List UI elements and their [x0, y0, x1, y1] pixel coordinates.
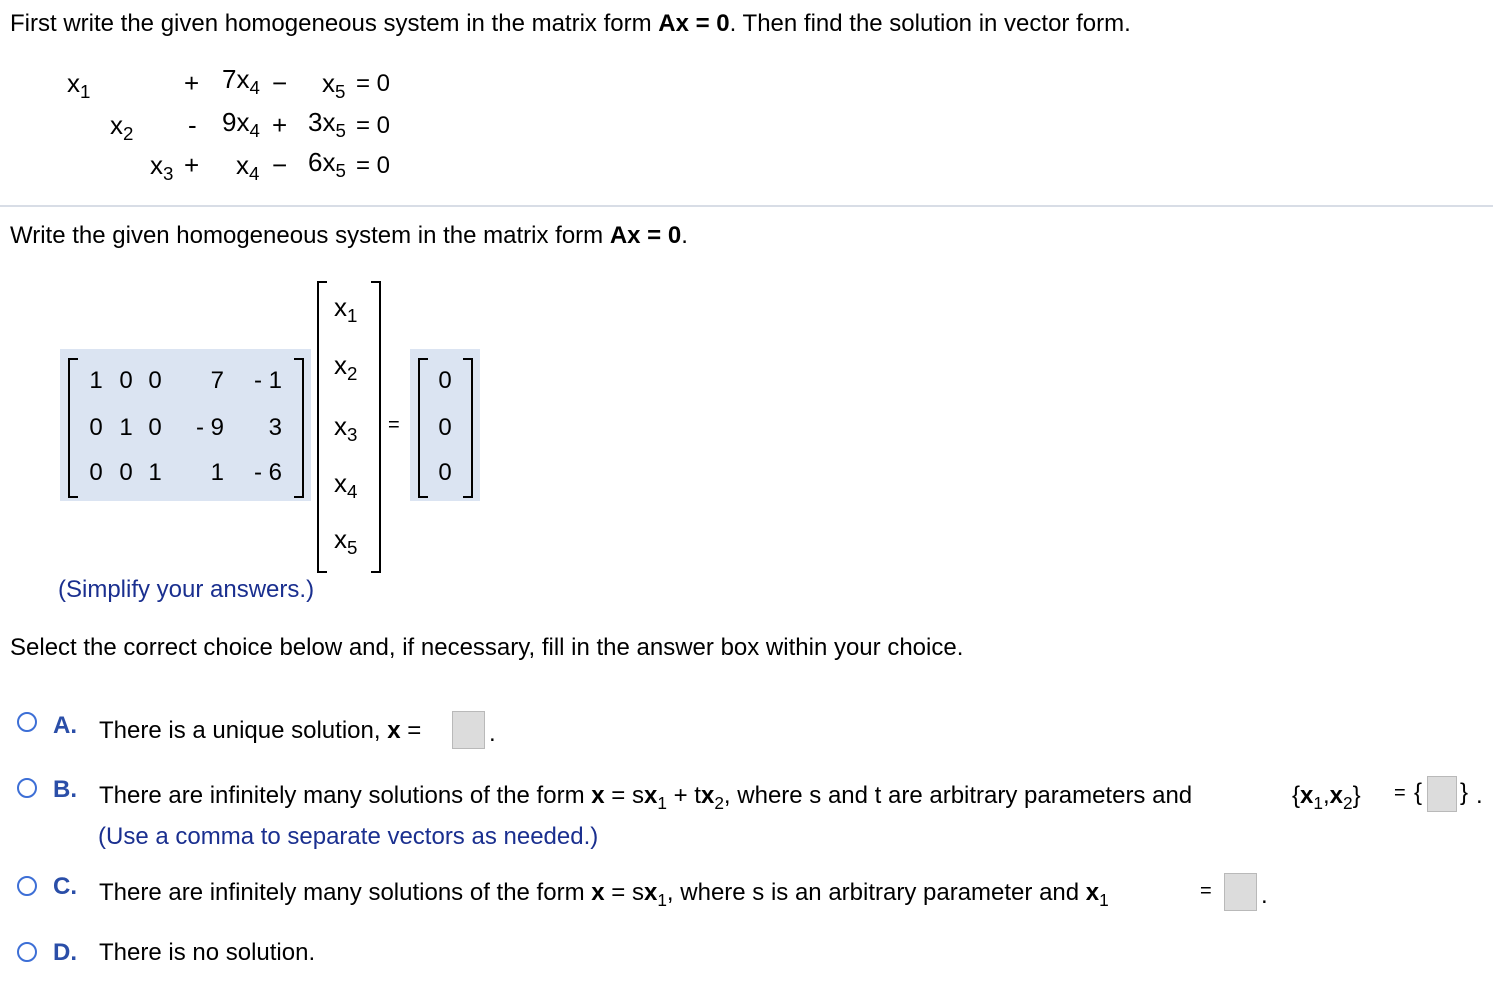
vector-x-entry: $x_1$: [334, 292, 358, 326]
section-heading: [10, 222, 688, 250]
eq2-plus: +: [272, 110, 288, 140]
choice-b-equals: =: [1394, 782, 1406, 804]
matrix-a-cell: 1: [148, 459, 162, 486]
matrix-a-cell: - 9: [195, 414, 224, 441]
matrix-a-cell: 0: [119, 459, 133, 486]
vector-x-entry: $x_4$: [334, 468, 358, 502]
matrix-a-cell: 0: [89, 414, 103, 441]
vector-zero-entry: 0: [438, 414, 452, 441]
prompt-equation: Ax = 0: [658, 10, 730, 37]
instructions: Select the correct choice below and, if necessary, fill in the answer box within your choice.: [10, 634, 964, 661]
matrix-a-cell: 0: [148, 414, 162, 441]
choice-d-radio[interactable]: [17, 942, 37, 962]
matrix-a-cell: - 1: [253, 367, 282, 394]
choice-b-note: (Use a comma to separate vectors as needed.): [98, 823, 599, 850]
choice-c-radio[interactable]: [17, 876, 37, 896]
eq3-6x5: $6x_5$: [308, 147, 346, 181]
choice-d-letter: D.: [53, 939, 77, 966]
eq2-9x4: $9x_4$: [222, 107, 260, 141]
choice-c-equals: =: [1200, 880, 1212, 902]
eq2-rhs: = 0: [356, 112, 391, 139]
eq3-minus: −: [272, 150, 288, 180]
choice-a-radio[interactable]: [17, 712, 37, 732]
choice-c-answer-box[interactable]: [1224, 873, 1257, 911]
matrix-equals-sign: =: [388, 414, 400, 436]
heading-equation: Ax = 0: [609, 222, 682, 249]
matrix-a-cell: 0: [119, 367, 133, 394]
eq1-plus: +: [184, 68, 200, 98]
matrix-a-left-bracket: [68, 358, 78, 498]
eq2-minus: -: [188, 110, 197, 140]
matrix-a-cell: 1: [89, 367, 103, 394]
vector-x-left-bracket: [317, 281, 327, 573]
eq1-7x4: $7x_4$: [222, 64, 260, 98]
eq1-x1: $x_1$: [67, 68, 91, 102]
choice-b-answer-box[interactable]: [1427, 776, 1457, 812]
choice-c-letter: C.: [53, 873, 77, 900]
eq1-minus: −: [272, 68, 288, 98]
choice-b-vector-set: $\{x_1,x_2\}$: [1292, 782, 1361, 813]
choice-b-brace-close: }: [1460, 779, 1469, 806]
eq2-3x5: $3x_5$: [308, 107, 346, 141]
simplify-note: (Simplify your answers.): [58, 576, 315, 603]
question-prompt: [10, 10, 1131, 38]
choice-a-letter: A.: [53, 712, 77, 739]
choice-a-answer-box[interactable]: [452, 711, 485, 749]
eq2-x2: $x_2$: [110, 110, 134, 144]
matrix-a-cell: - 6: [253, 459, 282, 486]
eq1-x5: $x_5$: [322, 68, 346, 102]
vector-zero-right-bracket: [463, 358, 473, 498]
choice-b-brace-open: {: [1414, 779, 1423, 806]
eq1-rhs: = 0: [356, 70, 391, 97]
matrix-a-cell: 0: [89, 459, 103, 486]
choice-b-letter: B.: [53, 776, 77, 803]
choice-a-text: There is a unique solution, x =: [99, 717, 422, 744]
vector-zero-entry: 0: [438, 459, 452, 486]
eq3-rhs: = 0: [356, 152, 391, 179]
choice-d-text: There is no solution.: [99, 939, 316, 966]
choice-c-period: .: [1261, 882, 1268, 909]
vector-x-entry: $x_5$: [334, 524, 358, 558]
vector-zero-entry: 0: [438, 367, 452, 394]
prompt-text-end: . Then find the solution in vector form.: [729, 10, 1131, 37]
prompt-text: First write the given homogeneous system in the matrix form: [10, 10, 659, 37]
matrix-a-cell: 7: [210, 367, 224, 394]
section-divider: [0, 205, 1493, 207]
matrix-a-cell: 1: [210, 459, 224, 486]
matrix-a-cell: 1: [119, 414, 133, 441]
eq3-x4: $x_4$: [236, 150, 260, 184]
eq3-x3: $x_3$: [150, 150, 174, 184]
choice-b-radio[interactable]: [17, 778, 37, 798]
heading-text: Write the given homogeneous system in the matrix form: [10, 222, 610, 249]
vector-x-entry: $x_2$: [334, 350, 358, 384]
matrix-a-right-bracket: [294, 358, 304, 498]
choice-a-period: .: [489, 720, 496, 747]
matrix-a-cell: 0: [148, 367, 162, 394]
heading-text-end: .: [681, 222, 688, 249]
vector-zero-left-bracket: [418, 358, 428, 498]
choice-b-period: .: [1476, 782, 1483, 809]
eq3-plus: +: [184, 150, 200, 180]
choice-b-text: There are infinitely many solutions of the form $x = sx_1 + tx_2$, where s and t are arbitrary parameters and: [99, 782, 1193, 813]
vector-x-entry: $x_3$: [334, 411, 358, 445]
choice-c-text: There are infinitely many solutions of the form $x = sx_1$, where s is an arbitrary parameter and $x_1$: [99, 879, 1109, 910]
matrix-a-cell: 3: [268, 414, 282, 441]
vector-x-right-bracket: [371, 281, 381, 573]
